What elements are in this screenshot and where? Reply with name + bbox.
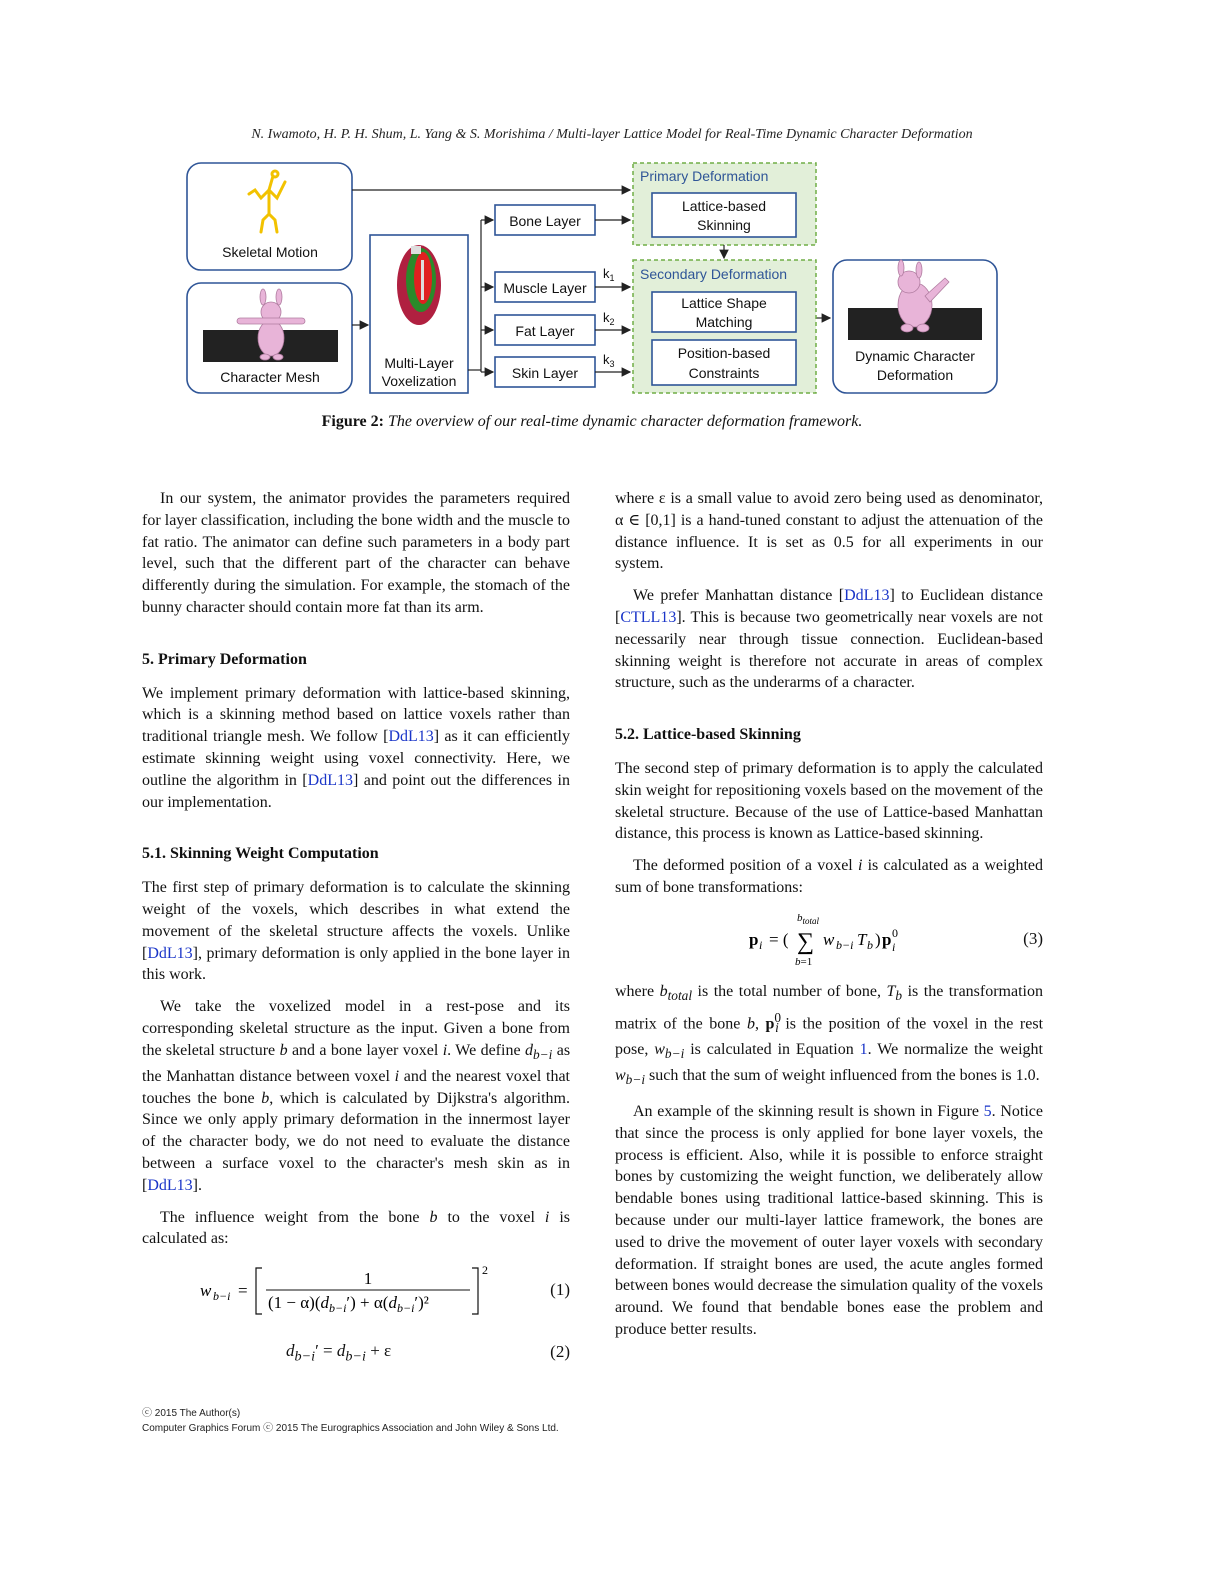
position-constraints-label-2: Constraints bbox=[688, 365, 760, 381]
secondary-deformation-title: Secondary Deformation bbox=[640, 266, 788, 282]
position-constraints-label-1: Position-based bbox=[677, 345, 771, 361]
caption-text: The overview of our real-time dynamic character deformation framework. bbox=[387, 413, 863, 430]
svg-text:i: i bbox=[759, 937, 763, 952]
section-heading-5-2: 5.2. Lattice-based Skinning bbox=[615, 726, 801, 744]
svg-text:T: T bbox=[857, 929, 867, 949]
svg-text:w: w bbox=[200, 1281, 212, 1301]
lattice-skinning-label-1: Lattice-based bbox=[681, 198, 767, 214]
skeletal-motion-label: Skeletal Motion bbox=[222, 244, 318, 260]
svg-text:p: p bbox=[882, 929, 892, 949]
character-mesh-label: Character Mesh bbox=[220, 369, 320, 385]
paragraph: We take the voxelized model in a rest-pose and its corresponding skeletal structure as the input. Given a bone from the skeletal structure b and a bone layer voxel i. We define $d_{b-i}$ as the Manhattan distance between voxel i and the nearest voxel that touches the bone b, which is calculated by Dijkstra's algorithm. Since we only apply primary deformation in the innermost layer of the character body, we do not need to evaluate the distance between a surface voxel to the character's mesh skin as in [DdL13]. bbox=[142, 998, 571, 1194]
svg-text:2: 2 bbox=[482, 1263, 488, 1278]
svg-text:b=1: b=1 bbox=[795, 955, 813, 968]
lattice-skinning-label-2: Skinning bbox=[697, 217, 751, 233]
paragraph: The first step of primary deformation is to calculate the skinning weight of the voxels, which describes in what extend the movement of the skeletal structure affects the voxels. Unlike [DdL13], primary deformation is only applied in the bone layer in this work. bbox=[142, 879, 570, 984]
svg-text:(1 − α)(db−i′) + α(db−i′)²: $(1 - \alpha)(d_{b-i}') + \alpha(d_{b-i}')^2$ bbox=[268, 1293, 429, 1316]
equation-2: $d_{b-i}' = d_{b-i} + \varepsilon$ (2) bbox=[286, 1341, 570, 1365]
svg-text:b: b bbox=[867, 937, 873, 952]
footer bbox=[142, 1406, 559, 1436]
svg-text:1: 1 bbox=[363, 1269, 373, 1289]
svg-text:∑: ∑ bbox=[797, 928, 815, 955]
voxel-model-icon bbox=[397, 245, 441, 325]
bone-layer-label: Bone Layer bbox=[509, 213, 581, 229]
paragraph: The deformed position of a voxel i is calculated as a weighted sum of bone transformations: bbox=[615, 857, 1043, 896]
figure-caption bbox=[0, 413, 1184, 431]
svg-text:i: i bbox=[892, 939, 896, 954]
paragraph: We prefer Manhattan distance [DdL13] to Euclidean distance [CTLL13]. This is because two geometrically near voxels are not necessarily near through tissue connection. Euclidean-based skinning weight is therefore not accurate in areas of complex structure, such as the underarms of a character. bbox=[615, 587, 1043, 692]
equation-1: w b−i = 1 $(1 - \alpha)(d_{b-i}') + \alpha(d_{b-i}')^2$ 2 (1) bbox=[200, 1263, 570, 1316]
citation-link[interactable]: DdL13 bbox=[388, 728, 434, 746]
figure-link[interactable]: 5 bbox=[983, 1103, 992, 1121]
multi-layer-label-1: Multi-Layer bbox=[384, 355, 454, 371]
right-column bbox=[615, 488, 1043, 1351]
shape-matching-label-2: Matching bbox=[695, 314, 753, 330]
svg-text:= (: = ( bbox=[769, 929, 789, 949]
equation-link[interactable]: 1 bbox=[859, 1041, 868, 1059]
paragraph: where ε is a small value to avoid zero being used as denominator, α ∈ [0,1] is a hand-tuned constant to adjust the attenuation of the distance influence. It is set as 0.5 for all experiments in our system. bbox=[615, 490, 1043, 573]
running-header: N. Iwamoto, H. P. H. Shum, L. Yang & S. Morishima / Multi-layer Lattice Model for Real-Time Dynamic Character Deformation bbox=[251, 127, 973, 142]
left-column bbox=[142, 488, 570, 1384]
shape-matching-label-1: Lattice Shape bbox=[681, 295, 767, 311]
paragraph: The influence weight from the bone b to the voxel i is calculated as: bbox=[142, 1208, 570, 1248]
svg-text:=: = bbox=[238, 1281, 248, 1301]
k1-label: $k_1$ bbox=[603, 266, 615, 283]
paragraph: An example of the skinning result is shown in Figure 5. Notice that since the process is only applied for bone layer voxels, the process is efficient. Also, while it is possible to enforce straight bones by customizing the weight function, we deliberately allow bendable bones using traditional lattice-based skinning. This is because under our multi-layer lattice framework, the bones are used to drive the movement of outer layer voxels with secondary deformation. If straight bones are used, the acute angles formed between bones would decrease the simulation quality of the voxels around. We found that bendable bones ease the problem and produce better results. bbox=[615, 1103, 1043, 1338]
fat-layer-label: Fat Layer bbox=[515, 323, 575, 339]
svg-text:0: 0 bbox=[892, 925, 898, 940]
k3-label: $k_3$ bbox=[603, 352, 615, 369]
primary-deformation-title: Primary Deformation bbox=[640, 168, 769, 184]
svg-text:p: p bbox=[749, 929, 759, 949]
citation-link[interactable]: CTLL13 bbox=[620, 608, 677, 626]
footer-journal: Computer Graphics Forum ⓒ 2015 The Eurographics Association and John Wiley & Sons Ltd. bbox=[142, 1423, 559, 1434]
citation-link[interactable]: DdL13 bbox=[147, 1176, 193, 1194]
section-heading-5-1: 5.1. Skinning Weight Computation bbox=[142, 845, 379, 863]
paragraph: We implement primary deformation with lattice-based skinning, which is a skinning method based on lattice voxels rather than traditional triangle mesh. We follow [DdL13] as it can efficiently estimate skinning weight using voxel connectivity. Here, we outline the algorithm in [DdL13] and point out the differences in our implementation. bbox=[142, 684, 571, 811]
skin-layer-label: Skin Layer bbox=[511, 365, 579, 381]
svg-text:btotal: $b_{total}$ bbox=[797, 911, 820, 926]
svg-text:): ) bbox=[875, 929, 881, 949]
citation-link[interactable]: DdL13 bbox=[147, 944, 193, 962]
section-heading-5: 5. Primary Deformation bbox=[142, 650, 307, 668]
dynamic-label-1: Dynamic Character bbox=[855, 348, 975, 364]
paragraph: where $b_{total}$ is the total number of bone, $T_b$ is the transformation matrix of the bone b, $p^0_i$ is the position of the voxel in the rest pose, $w_{b-i}$ is calculated in Equation 1. We normalize the weight $w_{b-i}$ such that the sum of weight influenced from the bones is 1.0. bbox=[615, 982, 1044, 1088]
citation-link[interactable]: DdL13 bbox=[844, 587, 890, 605]
k2-label: $k_2$ bbox=[603, 310, 615, 327]
footer-copyright: ⓒ 2015 The Author(s) bbox=[142, 1408, 241, 1419]
citation-link[interactable]: DdL13 bbox=[307, 771, 353, 789]
framework-diagram bbox=[185, 160, 1000, 400]
paragraph: In our system, the animator provides the parameters required for layer classification, including the bone width and the muscle to fat ratio. The animator can define such parameters in a body part level, such that the different part of the character can behave differently during the simulation. For example, the stomach of the bunny character should contain more fat than its arm. bbox=[142, 490, 570, 616]
caption-label: Figure 2: bbox=[321, 413, 384, 430]
svg-text:w: w bbox=[823, 929, 835, 949]
svg-text:b−i: b−i bbox=[836, 937, 854, 952]
muscle-layer-label: Muscle Layer bbox=[503, 280, 587, 296]
paragraph: The second step of primary deformation is to apply the calculated skin weight for repositioning voxels based on the movement of the skeletal structure. Because of the use of Lattice-based Manhattan distance, this process is known as Lattice-based skinning. bbox=[615, 759, 1043, 843]
multi-layer-label-2: Voxelization bbox=[381, 373, 457, 389]
dynamic-label-2: Deformation bbox=[876, 367, 954, 383]
equation-3: p i = ( $b_{total}$ ∑ b=1 w b−i T b ) p 0 i (3) bbox=[749, 911, 1043, 968]
svg-text:b−i: b−i bbox=[213, 1289, 231, 1304]
